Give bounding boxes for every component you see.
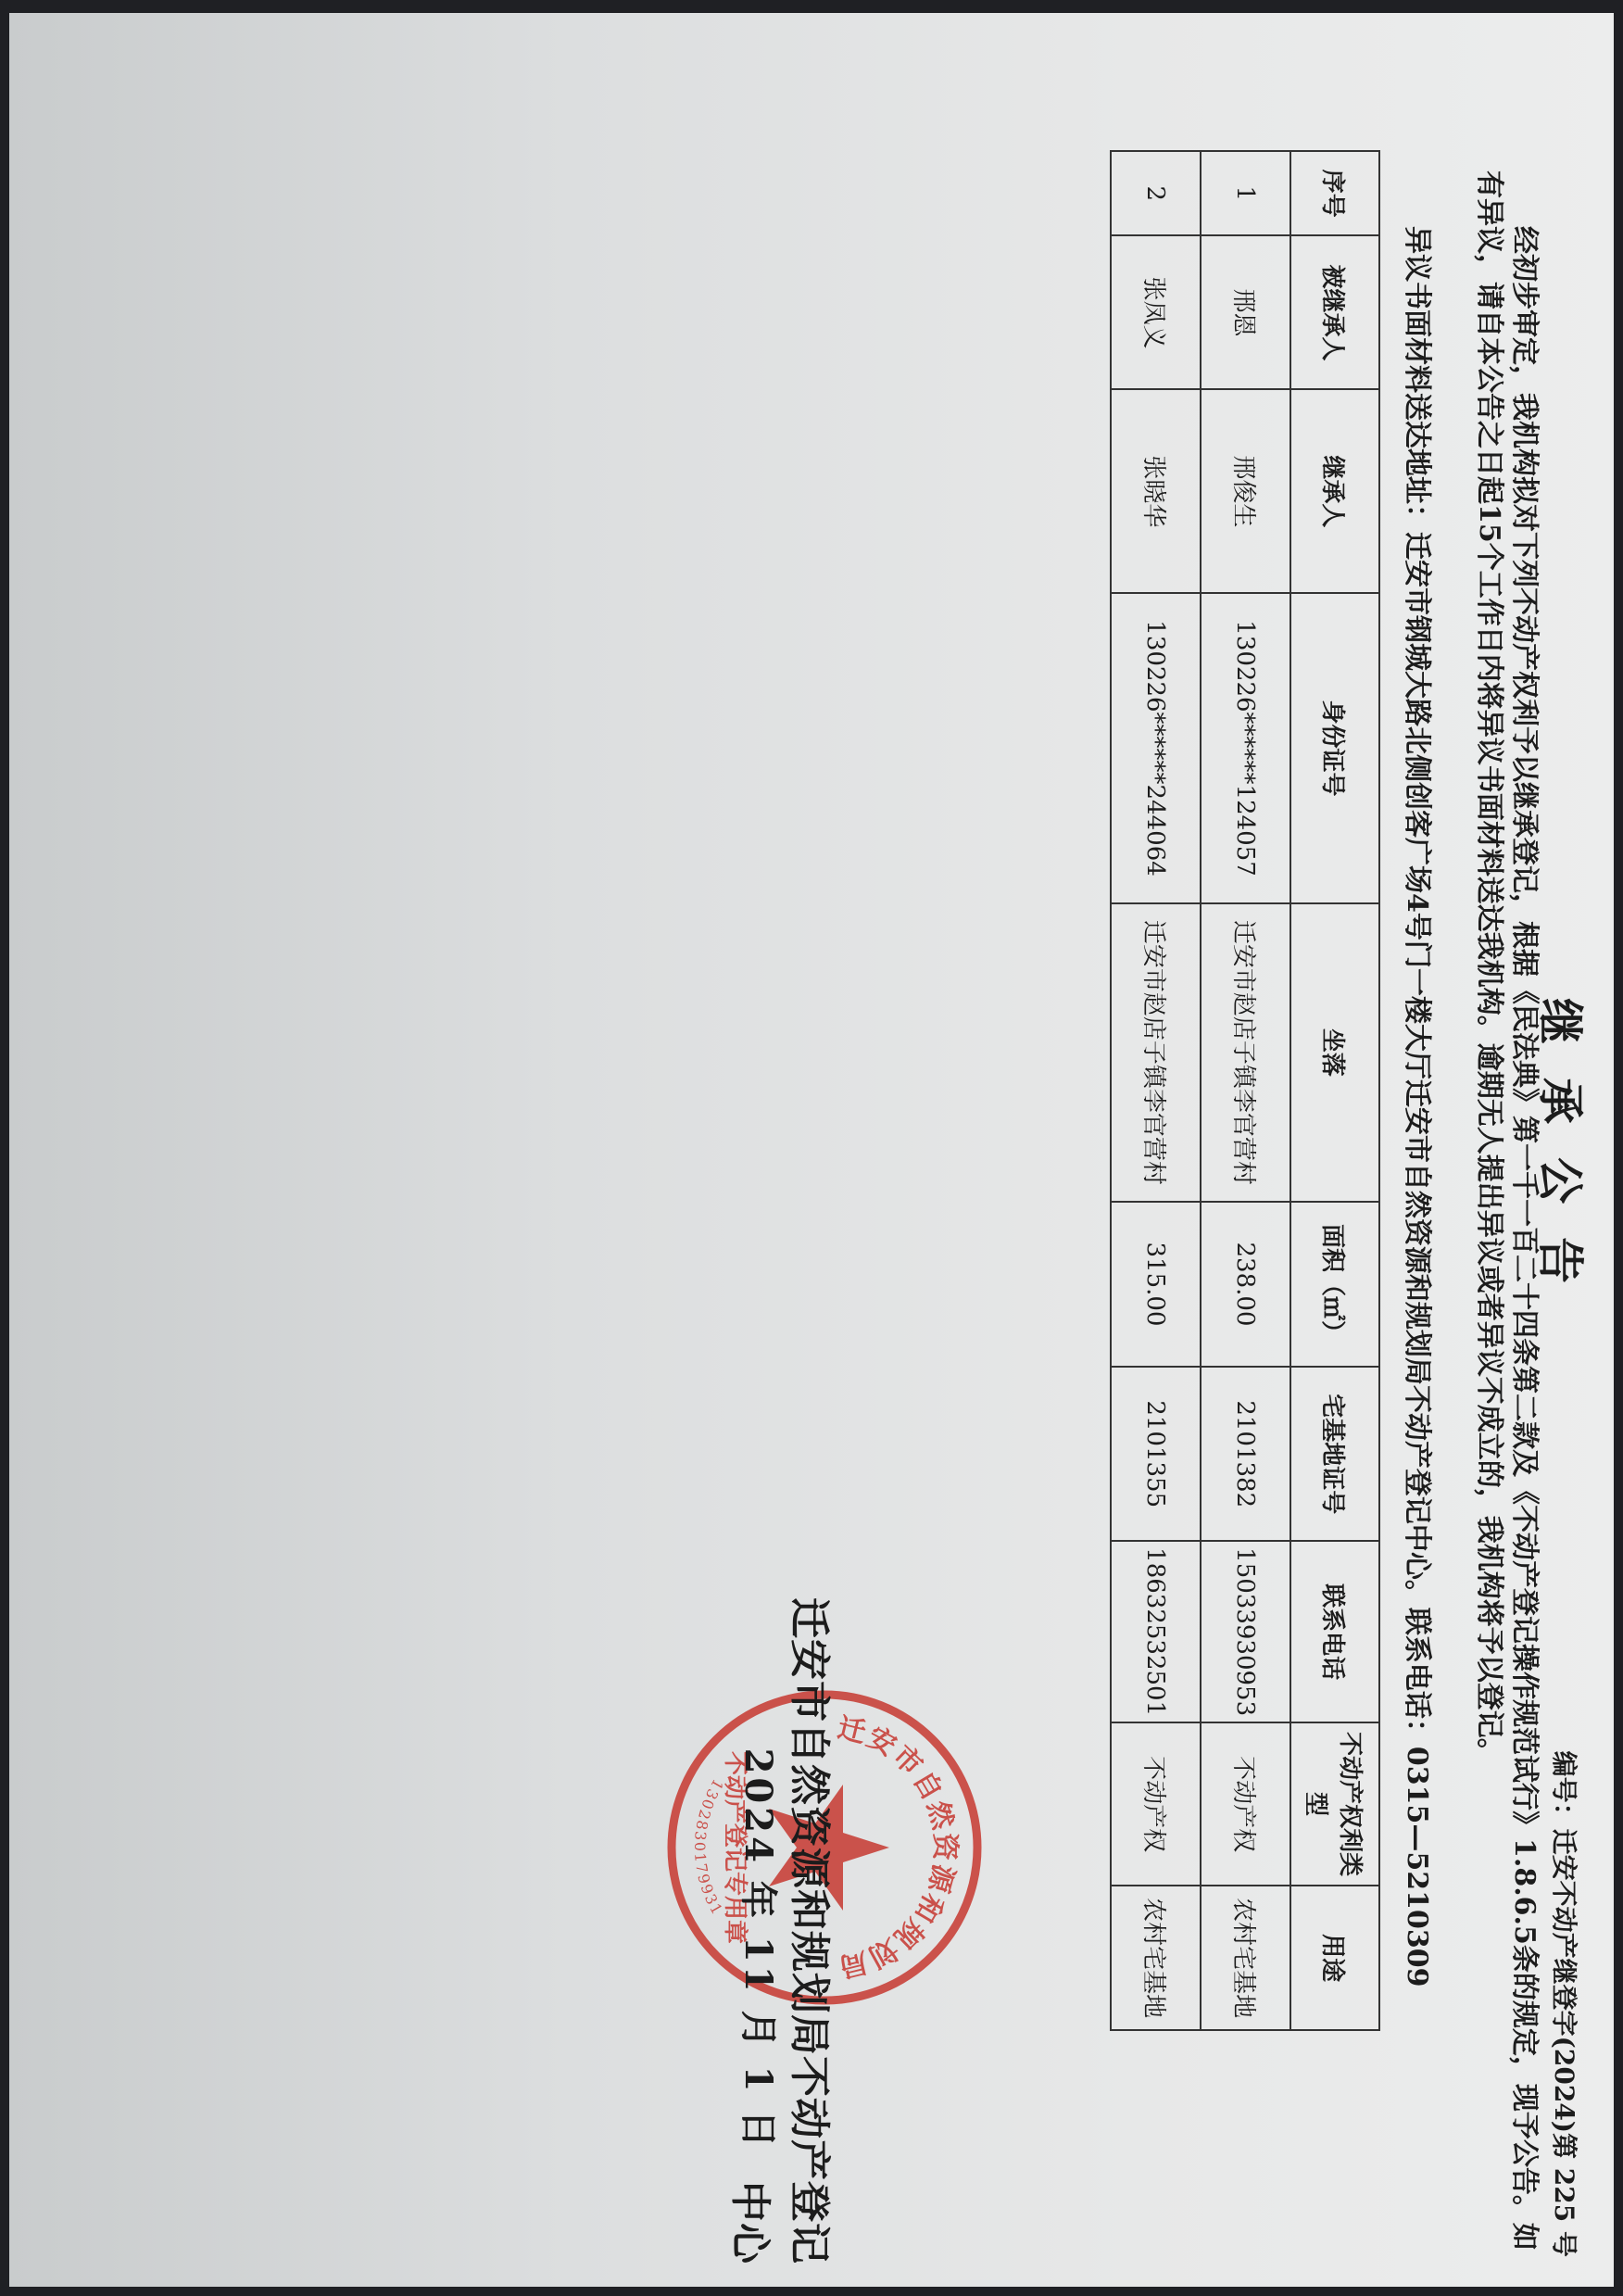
table-cell: 130226******124057: [1201, 593, 1290, 903]
header-cell: 被继承人: [1290, 235, 1379, 389]
date-month-unit: 月: [736, 2010, 780, 2051]
table-cell: 1: [1201, 151, 1290, 235]
table-cell: 邢恩: [1201, 235, 1290, 389]
issuing-office: 迁安市自然资源和规划局不动产登记中心: [726, 1597, 833, 2264]
seal-text-top: 迁安市自然资源和规划局: [834, 1711, 961, 1984]
header-cell: 宅基地证号: [1290, 1367, 1379, 1541]
header-cell: 面积（㎡）: [1290, 1202, 1379, 1367]
objection-address: 异议书面材料送达地址：迁安市钢城大路北侧创客广场4号门一楼大厅迁安市自然资源和规划局不动产登记中心。联系电话：0315—5210309: [1401, 226, 1433, 1987]
table-cell: 农村宅基地: [1111, 1886, 1201, 2030]
table-cell: 邢俊生: [1201, 389, 1290, 593]
document-number: 编号：迁安不动产继登字(2024)第 225 号: [1549, 1750, 1579, 2257]
date-day-unit: 日: [736, 2110, 780, 2151]
rotated-document: [9, 13, 1614, 2287]
table-cell: 迁安市赵店子镇李官营村: [1111, 903, 1201, 1202]
table-row: [1201, 151, 1290, 2030]
table-cell: 2101355: [1111, 1367, 1201, 1541]
paper-sheet: [9, 13, 1614, 2287]
table-cell: 张凤义: [1111, 235, 1201, 389]
table-cell: 2: [1111, 151, 1201, 235]
issue-date: [735, 1672, 787, 2227]
table-cell: 18632532501: [1111, 1541, 1201, 1722]
table-cell: 130226******244064: [1111, 593, 1201, 903]
header-cell: 用途: [1290, 1886, 1379, 2030]
notice-title: 继承公告: [1533, 998, 1588, 1317]
table-cell: 15033930953: [1201, 1541, 1290, 1722]
header-cell: 身份证号: [1290, 593, 1379, 903]
table-header-row: [1290, 151, 1379, 2030]
table-cell: 农村宅基地: [1201, 1886, 1290, 2030]
date-year-unit: 年: [736, 1880, 780, 1922]
header-cell: 坐落: [1290, 903, 1379, 1202]
date-day: 1: [736, 2065, 780, 2096]
table-cell: 不动产权: [1201, 1722, 1290, 1886]
table-row: [1111, 151, 1201, 2030]
header-cell: 不动产权利类型: [1290, 1722, 1379, 1886]
table-cell: 2101382: [1201, 1367, 1290, 1541]
table-cell: 315.00: [1111, 1202, 1201, 1367]
date-month: 11: [736, 1936, 780, 1996]
seal-text-bottom: 不动产登记专用章: [721, 1750, 749, 1945]
notice-paragraph: 经初步审定，我机构拟对下列不动产权利予以继承登记，根据《民法典》第一千一百二十四条第二款及《不动产登记操作规范试行》1.8.6.5条的规定，现予公告。如有异议，请自本公告之日起15个工作日内将异议书面材料送达我机构。逾期无人提出异议或者异议不成立的，我机构将予以登记。: [1473, 170, 1541, 2251]
table-cell: 238.00: [1201, 1202, 1290, 1367]
header-cell: 联系电话: [1290, 1541, 1379, 1722]
seal-code: 1302830179931: [691, 1775, 727, 1920]
date-year: 2024: [736, 1747, 780, 1866]
table-cell: 迁安市赵店子镇李官营村: [1201, 903, 1290, 1202]
header-cell: 继承人: [1290, 389, 1379, 593]
header-cell: 序号: [1290, 151, 1379, 235]
table-cell: 不动产权: [1111, 1722, 1201, 1886]
inheritance-table: [1110, 150, 1380, 2031]
table-cell: 张晓华: [1111, 389, 1201, 593]
